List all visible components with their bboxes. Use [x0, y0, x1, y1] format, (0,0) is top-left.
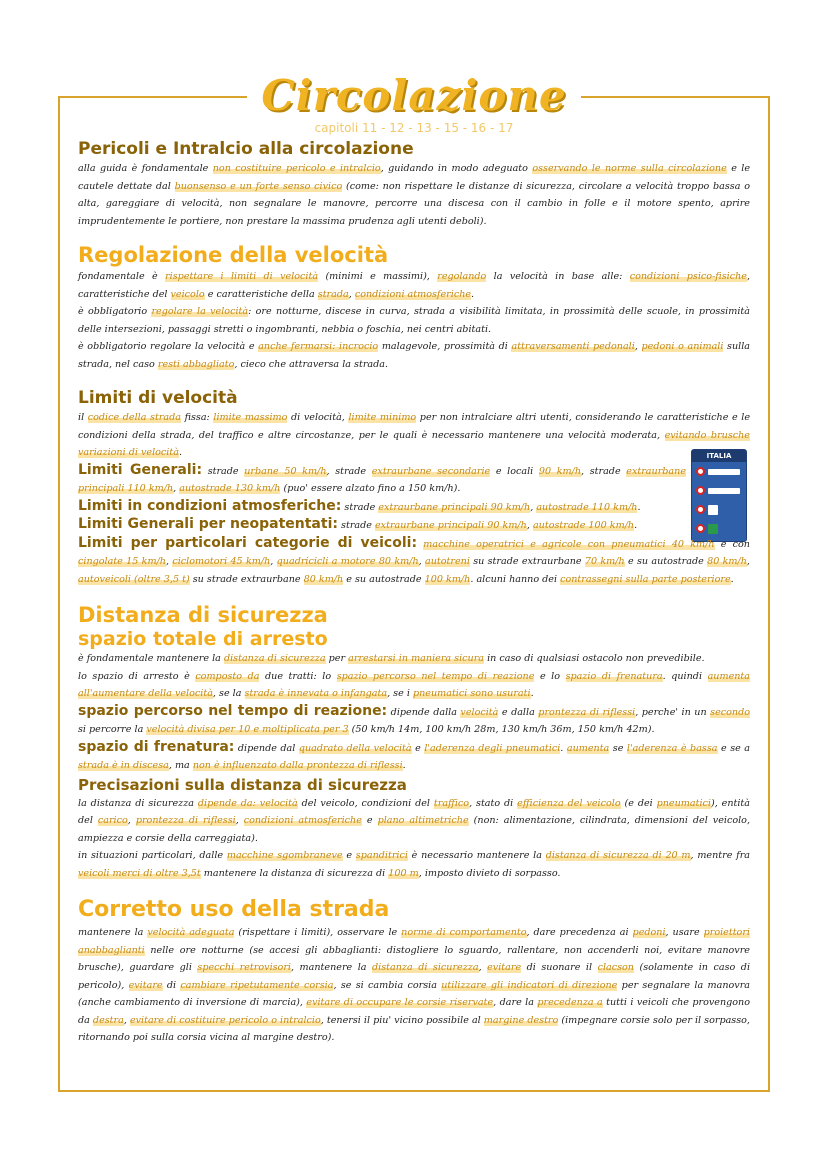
highlighted-text: margine destro — [483, 1014, 559, 1026]
text-run: e con — [714, 538, 750, 550]
text-run: in situazioni particolari, dalle — [78, 850, 227, 861]
text-run: su strade extraurbane — [189, 573, 304, 585]
page-title: Circolazione — [247, 70, 580, 122]
text-run: di velocità, — [287, 412, 349, 423]
highlighted-text: proiettori anabbaglianti — [78, 927, 750, 956]
highlighted-text: 80 km/h — [303, 573, 344, 585]
text-run: la distanza di sicurezza — [78, 797, 198, 809]
text-run: (impegnare corsie solo per il sorpasso, ritornando poi sulla corsia vicina al margine destro). — [78, 1014, 750, 1043]
text-run: e su autostrade — [624, 556, 708, 567]
highlighted-text: evitare di costituire pericolo o intralcio — [129, 1014, 321, 1026]
text-run: . — [637, 501, 641, 513]
text-run: , — [173, 483, 180, 494]
limiti-atmo-text — [341, 502, 640, 513]
text-run: , usare — [665, 927, 704, 938]
highlighted-text: composto da — [195, 670, 260, 682]
text-run: il — [78, 412, 88, 423]
highlighted-text: precedenza a — [537, 997, 603, 1008]
text-run: , — [746, 556, 750, 567]
text-run: . — [634, 520, 638, 531]
highlighted-text: osservando le norme sulla circolazione — [532, 163, 727, 174]
highlighted-text: strada è innevata o infangata — [244, 688, 388, 699]
notes-content — [78, 138, 750, 1047]
highlighted-text: veicoli merci di oltre 3,5t — [78, 867, 201, 879]
highlighted-text: arrestarsi in maniera sicura — [348, 653, 485, 664]
text-run: fondamentale è — [78, 271, 166, 282]
text-run: , — [478, 962, 488, 973]
highlighted-text: autostrade 130 km/h — [179, 483, 281, 494]
highlighted-text: spazio percorso nel tempo di reazione — [336, 670, 535, 682]
section-uso — [78, 896, 750, 1047]
highlighted-text: autoveicoli (oltre 3,5 t) — [78, 573, 190, 585]
text-run: (puo' essere alzato fino a 150 km/h). — [280, 483, 461, 494]
highlighted-text: utilizzare gli indicatori di direzione — [441, 979, 618, 991]
highlighted-text: l'aderenza degli pneumatici — [424, 742, 561, 754]
highlighted-text: velocità adeguata — [147, 927, 235, 938]
text-run: lo spazio di arresto è — [78, 670, 196, 682]
highlighted-text: 100 m — [388, 867, 419, 879]
text-run: su strade extraurbane — [469, 556, 585, 567]
text-run: . — [471, 288, 475, 300]
highlighted-text: velocità — [460, 706, 499, 718]
text-run: e locali — [490, 465, 539, 477]
text-run: , strade — [581, 465, 627, 477]
text-run: , — [530, 501, 537, 513]
text-run: dipende dal — [234, 742, 299, 754]
text-run: per — [325, 653, 349, 664]
text-run: . — [560, 742, 567, 754]
highlighted-text: extraurbane principali 90 km/h — [378, 501, 531, 513]
text-run: è fondamentale mantenere la — [78, 653, 224, 664]
text-run: mantenere la distanza di sicurezza di — [200, 867, 389, 879]
highlighted-text: pedoni o animali — [641, 341, 724, 352]
highlighted-text: extraurbane principali 90 km/h — [375, 520, 527, 531]
highlighted-text: cingolate 15 km/h — [78, 556, 166, 567]
paragraph — [78, 303, 750, 338]
sign-country: ITALIA — [692, 450, 746, 462]
text-run: , se la — [212, 688, 245, 699]
highlighted-text: anche fermarsi: incrocio — [258, 341, 379, 352]
paragraph — [78, 535, 750, 589]
text-run: fissa: — [180, 412, 214, 423]
text-run: , — [634, 341, 642, 352]
text-run: (rispettare i limiti), osservare le — [234, 927, 402, 938]
highlighted-text: dipende da: velocità — [197, 797, 298, 809]
highlighted-text: autostrade 110 km/h — [536, 501, 638, 513]
text-run: di suonare il — [521, 962, 598, 973]
paragraph — [78, 739, 750, 775]
highlighted-text: veicolo — [170, 288, 205, 300]
text-run: , se i — [387, 688, 413, 699]
text-run: mantenere la — [78, 927, 148, 938]
reazione-label: spazio percorso nel tempo di reazione: — [78, 702, 388, 719]
frenatura-label: spazio di frenatura: — [78, 738, 235, 755]
paragraph — [78, 516, 686, 535]
text-run: e lo — [534, 670, 566, 682]
text-run: si percorre la — [78, 724, 147, 735]
limiti-cat-label: Limiti per particolari categorie di veicoli: — [78, 534, 418, 551]
highlighted-text: pedoni — [632, 927, 666, 938]
text-run: e — [411, 742, 425, 754]
text-run: , — [270, 556, 277, 567]
paragraph — [78, 462, 686, 498]
text-run: per segnalare la manovra (anche cambiamento di inversione di marcia), — [78, 979, 751, 1008]
text-run: due tratti: lo — [259, 670, 337, 682]
text-run: per non intralciare altri utenti, considerando le caratteristiche e le condizioni della strada, del traffico e altre circostanze, per le quali è necessario mantenere una velocità moderata, — [78, 412, 751, 441]
highlighted-text: destra — [92, 1014, 124, 1026]
highlighted-text: regolare la velocità — [151, 306, 249, 317]
text-run: e — [342, 850, 356, 861]
highlighted-text: quadricicli a motore 80 km/h — [276, 556, 419, 567]
paragraph — [78, 160, 750, 230]
text-run: e caratteristiche della — [204, 288, 318, 300]
text-run: . — [530, 688, 534, 699]
text-run: e — [361, 815, 378, 826]
text-run: , — [165, 556, 173, 567]
text-run: e su autostrade — [343, 573, 425, 585]
text-run: , stato di — [469, 797, 518, 809]
text-run: , — [127, 815, 136, 826]
highlighted-text: ciclomotori 45 km/h — [172, 556, 271, 567]
highlighted-text: evitare — [128, 979, 163, 991]
section-heading: Pericoli e Intralcio alla circolazione — [78, 139, 414, 159]
highlighted-text: specchi retrovisori — [197, 962, 291, 973]
highlighted-text: prontezza di riflessi — [538, 706, 636, 718]
text-run: , — [235, 815, 244, 826]
highlighted-text: extraurbane principali 110 km/h — [78, 465, 686, 494]
text-run: (e dei — [620, 797, 657, 809]
section-heading: Regolazione della velocità — [78, 243, 389, 267]
text-run: , — [418, 556, 426, 567]
text-run: , cieco che attraversa la strada. — [234, 358, 389, 370]
highlighted-text: macchine operatrici e agricole con pneumatici 40 km/h — [423, 538, 715, 550]
sub-heading: spazio totale di arresto — [78, 628, 328, 650]
highlighted-text: cambiare ripetutamente corsia — [180, 979, 334, 991]
highlighted-text: spanditrici — [355, 850, 408, 861]
text-run: , ma — [168, 760, 193, 771]
section-heading: Limiti di velocità — [78, 388, 238, 408]
section-heading: Corretto uso della strada — [78, 897, 390, 922]
highlighted-text: pneumatici — [656, 797, 711, 809]
text-run: dipende dalla — [387, 706, 461, 718]
text-run: , dare precedenza ai — [526, 927, 633, 938]
section-regolazione — [78, 242, 750, 373]
precisazioni-heading: Precisazioni sulla distanza di sicurezza — [78, 775, 407, 794]
highlighted-text: autostrade 100 km/h — [532, 520, 635, 531]
paragraph — [78, 650, 750, 668]
text-run: , strade — [326, 465, 372, 477]
highlighted-text: condizioni atmosferiche — [243, 815, 362, 826]
highlighted-text: l'aderenza è bassa — [626, 742, 718, 754]
section-heading: Distanza di sicurezza — [78, 603, 328, 627]
paragraph — [78, 847, 750, 882]
limiti-atmo-label: Limiti in condizioni atmosferiche: — [78, 497, 342, 514]
paragraph — [78, 338, 750, 373]
paragraph — [78, 795, 750, 848]
text-run: del veicolo, condizioni del — [297, 797, 434, 809]
highlighted-text: rispettare i limiti di velocità — [165, 271, 319, 282]
highlighted-text: 80 km/h — [707, 556, 747, 567]
highlighted-text: 70 km/h — [584, 556, 625, 567]
highlighted-text: resti abbagliato — [157, 358, 235, 370]
text-run: e dalla — [498, 706, 539, 718]
highlighted-text: condizioni psico-fisiche — [629, 271, 747, 282]
highlighted-text: contrassegni sulla parte posteriore — [560, 573, 731, 585]
highlighted-text: pneumatici sono usurati — [412, 688, 531, 699]
text-run: ), entità del — [78, 797, 751, 826]
text-run: in caso di qualsiasi ostacolo non prevedibile. — [484, 653, 705, 664]
highlighted-text: strada è in discesa — [78, 760, 169, 771]
text-run: è obbligatorio — [78, 306, 152, 317]
text-run: di — [162, 979, 181, 991]
highlighted-text: evitare — [487, 962, 522, 973]
text-run: malagevole, prossimità di — [378, 341, 512, 352]
text-run: e le cautele dettate dal — [78, 163, 751, 192]
text-run: tutti i veicoli che provengono da — [78, 997, 750, 1026]
text-run: , — [348, 288, 355, 300]
highlighted-text: attraversamenti pedonali — [511, 341, 635, 352]
text-run: , mantenere la — [291, 962, 373, 973]
text-run: è necessario mantenere la — [407, 850, 546, 861]
highlighted-text: evitando brusche variazioni di velocità — [78, 429, 750, 458]
limiti-neo-text — [338, 520, 637, 531]
highlighted-text: extraurbane secondarie — [371, 465, 491, 477]
highlighted-text: quadrato della velocità — [298, 742, 412, 754]
highlighted-text: spazio di frenatura — [565, 670, 663, 682]
paragraph — [78, 268, 750, 303]
highlighted-text: autotreni — [425, 556, 470, 567]
chapters-subtitle: capitoli 11 - 12 - 13 - 15 - 16 - 17 — [314, 121, 514, 135]
highlighted-text: 100 km/h — [424, 573, 471, 585]
highlighted-text: non è influenzato dalla prontezza di riflessi — [192, 760, 403, 771]
text-run: . — [730, 573, 734, 585]
text-run: , perche' in un — [635, 706, 711, 718]
section-pericoli — [78, 138, 750, 230]
text-run: sulla strada, nel caso — [78, 341, 751, 370]
text-run: . quindi — [662, 670, 708, 682]
text-run: strade — [337, 520, 375, 531]
text-run: , se si cambia corsia — [333, 979, 442, 991]
highlighted-text: macchine sgombraneve — [226, 850, 343, 861]
highlighted-text: evitare di occupare le corsie riservate — [306, 997, 494, 1008]
text-run: (50 km/h 14m, 100 km/h 28m, 130 km/h 36m, 150 km/h 42m). — [348, 724, 655, 735]
text-run: , dare la — [493, 997, 538, 1008]
text-run: . — [178, 447, 182, 458]
highlighted-text: prontezza di riflessi — [135, 815, 236, 826]
paragraph — [78, 409, 750, 462]
text-run: è obbligatorio regolare la velocità e — [78, 341, 259, 352]
highlighted-text: secondo — [710, 706, 750, 718]
section-limiti — [78, 387, 750, 588]
text-run: (come: non rispettare le distanze di sicurezza, circolare a velocità troppo bassa o alta, gareggiare di velocità, non segnalare le manovre, percorre una discesa con il cambio in folle e il motore spento, aprire imprudentemente le portiere, non prestare la massima prudenza agli utenti deboli). — [78, 180, 750, 227]
text-run: (minimi e massimi), — [318, 271, 438, 282]
highlighted-text: non costituire pericolo e intralcio — [212, 163, 381, 174]
highlighted-text: 90 km/h — [538, 465, 582, 477]
highlighted-text: distanza di sicurezza di 20 m — [545, 850, 691, 861]
highlighted-text: traffico — [433, 797, 470, 809]
text-run: (non: alimentazione, cilindrata, dimensioni del veicolo, ampiezza e corsie della carreggiata). — [78, 815, 750, 844]
text-run: , — [526, 520, 533, 531]
text-run: , caratteristiche del — [78, 271, 750, 300]
paragraph — [78, 703, 750, 739]
highlighted-text: condizioni atmosferiche — [354, 288, 472, 300]
highlighted-text: plano altimetriche — [377, 815, 469, 826]
limiti-neo-label: Limiti Generali per neopatentati: — [78, 516, 338, 532]
highlighted-text: limite minimo — [348, 412, 417, 423]
paragraph — [78, 498, 686, 517]
highlighted-text: norme di comportamento — [401, 927, 527, 938]
highlighted-text: limite massimo — [213, 412, 288, 423]
text-run: . alcuni hanno dei — [470, 573, 561, 585]
limiti-generali-label: Limiti Generali: — [78, 461, 203, 478]
highlighted-text: distanza di sicurezza — [223, 653, 326, 664]
text-run: , imposto divieto di sorpasso. — [418, 867, 561, 879]
text-run: , tenersi il piu' vicino possibile al — [320, 1014, 484, 1026]
highlighted-text: aumenta all'aumentare della velocità — [78, 670, 751, 699]
paragraph — [78, 924, 750, 1047]
text-run: se — [609, 742, 627, 754]
text-run: strade — [202, 465, 245, 477]
paragraph — [78, 668, 750, 703]
highlighted-text: urbane 50 km/h — [244, 465, 327, 477]
highlighted-text: efficienza del veicolo — [517, 797, 621, 809]
highlighted-text: carico — [97, 815, 128, 826]
section-distanza — [78, 602, 750, 882]
highlighted-text: aumenta — [566, 742, 610, 754]
text-run: la velocità in base alle: — [486, 271, 630, 282]
highlighted-text: distanza di sicurezza — [372, 962, 479, 973]
text-run: e se a — [717, 742, 751, 754]
text-run: alla guida è fondamentale — [78, 163, 213, 174]
text-run: , mentre fra — [690, 850, 750, 861]
text-run: (solamente in caso di pericolo), — [78, 962, 751, 991]
text-run: strade — [341, 501, 379, 513]
highlighted-text: clacson — [597, 962, 634, 973]
text-run: . — [402, 760, 406, 771]
text-run: , guidando in modo adeguato — [380, 163, 533, 174]
text-run: nelle ore notturne (se accesi gli abbaglianti: distogliere lo sguardo, rallentare, non accenderli noi, evitare manovre brusche), guardare gli — [78, 944, 750, 973]
highlighted-text: velocità divisa per 10 e moltiplicata per 3 — [146, 724, 349, 735]
highlighted-text: codice della strada — [87, 412, 181, 423]
highlighted-text: regolando — [437, 271, 487, 282]
highlighted-text: strada — [317, 288, 349, 300]
text-run: : ore notturne, discese in curva, strada a visibilità limitata, in prossimità delle scuole, in prossimità delle intersezioni, passaggi stretti o ingombranti, nebbia o foschia, nei centri abitati. — [78, 306, 750, 335]
highlighted-text: buonsenso e un forte senso civico — [174, 180, 343, 192]
text-run: , — [123, 1014, 130, 1026]
